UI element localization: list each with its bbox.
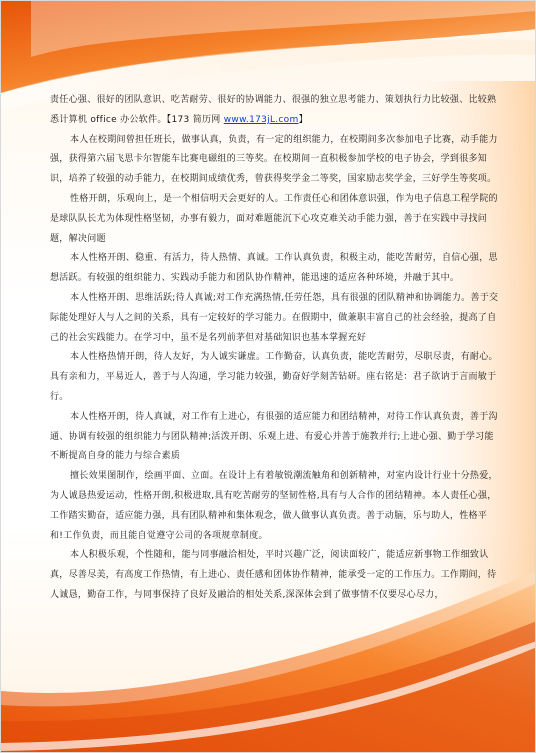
paragraph-8: 擅长效果图制作，绘画平面、立面。在设计上有着敏锐潮流触角和创新精神，对室内设计行业十分热爱，为人诚恳热爱运动，性格开朗,积极进取,具有吃苦耐劳的坚韧性格,具有与人合作的团结精神。本人责任心强，工作踏实勤奋，适应能力强，具有团队精神和集体观念，做人做事认真负责。善于动脑，乐与助人，性格平和!工作负责，而且能自觉遵守公司的各项规章制度。 [50, 471, 498, 541]
paragraph-5: 本人性格开朗、思维活跃;待人真诚;对工作充满热情,任劳任怨，具有很强的团队精神和协调能力。善于交际能处理好人与人之间的关系，具有一定较好的学习能力。在假期中，做兼职丰富自己的社会经验，提高了自己的社会实践能力。在学习中，虽不是名列前茅但对基础知识也基本掌握充好 [50, 292, 499, 343]
paragraph-9: 本人积极乐观，个性随和，能与同事融洽相处，平时兴趣广泛，阅读面较广，能适应新事物工作细致认真，尽善尽美，有高度工作热情，有上进心、责任感和团体协作精神，能承受一定的工作压力。工作期间，待人诚恳，勤奋工作，与同事保持了良好及融洽的相处关系,深深体会到了做事情不仅要尽心尽力， [50, 550, 497, 600]
paragraph-7: 本人性格开朗，待人真诚，对工作有上进心，有很强的适应能力和团结精神，对待工作认真负责，善于沟通、协调有较强的组织能力与团队精神;活泼开朗、乐观上进、有爱心并善于施教并行;上进心强、勤于学习能不断提高自身的能力与综合素质 [50, 411, 498, 462]
paragraph-2: 本人在校期间曾担任班长，做事认真，负责，有一定的组织能力，在校期间多次参加电子比赛，动手能力强，获得第六届飞思卡尔智能车比赛电磁组的三等奖。在校期间一直积极参加学校的电子协会，学到很多知识，培养了较强的动手能力，在校期间成绩优秀，曾获得奖学金二等奖，国家励志奖学金，三好学生等奖项。 [50, 134, 498, 185]
paragraph-1-suffix: 】 [298, 114, 308, 125]
document-body [50, 91, 500, 606]
website-link[interactable]: www.173jL.com [223, 114, 299, 125]
paragraph-3: 性格开朗，乐观向上，是一个相信明天会更好的人。工作责任心和团体意识强，作为电子信息工程学院的是球队队长尤为体现性格坚韧，办事有毅力，面对难题能沉下心攻克难关动手能力强，善于在实践中寻找问题，解决问题 [50, 193, 498, 244]
paragraph-1-text: 责任心强、很好的团队意识、吃苦耐劳、很好的协调能力、很强的独立思考能力、策划执行力比较强、比较熟悉计算机 office 办公软件。【173 简历网 [50, 95, 497, 125]
paragraph-4: 本人性格开朗、稳重、有活力，待人热情、真诚。工作认真负责，积极主动，能吃苦耐劳，自信心强，思想活跃。有较强的组织能力、实践动手能力和团队协作精神，能迅速的适应各种环境，并融于其中。 [50, 253, 498, 284]
paragraph-6: 本人性格热情开朗，待人友好，为人诚实谦虚。工作勤奋，认真负责，能吃苦耐劳，尽职尽责，有耐心。具有亲和力，平易近人，善于与人沟通，学习能力较强，勤奋好学刻苦钻研。座右铭是：君子欲讷于言而敏于行。 [50, 352, 498, 402]
paragraph-1 [50, 91, 500, 131]
